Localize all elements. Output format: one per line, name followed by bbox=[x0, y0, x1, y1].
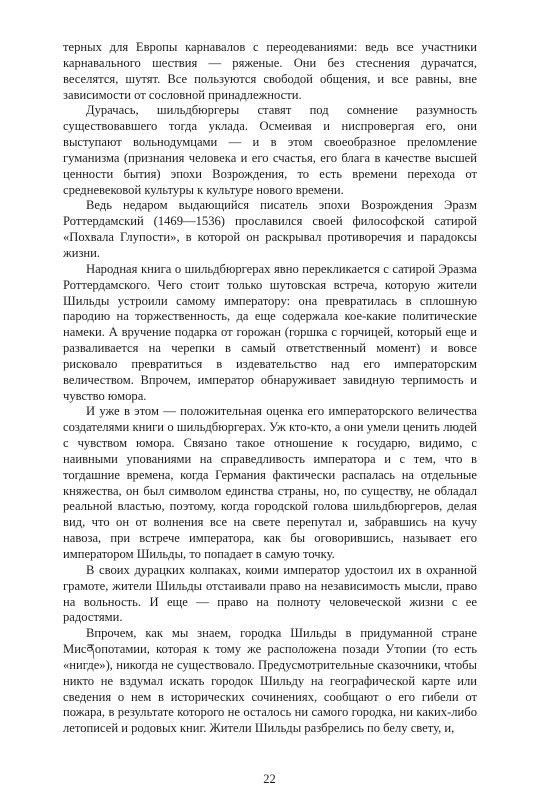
page-number: 22 bbox=[263, 772, 276, 786]
paragraph-6: В своих дурацких колпаках, коими император удостоил их в охранной грамоте, жители Шильды отстаивали право на независимость мысли, право на вольность. И еще — право на полноту человеческой жизни с ее радостями. bbox=[63, 562, 477, 625]
page-body bbox=[63, 40, 477, 737]
paragraph-1: терных для Европы карнавалов с переодеваниями: ведь все участники карнавального шествия — ряженые. Они без стеснения дурачатся, веселятся, шутят. Все пользуются свободой общения, и все равны, вне зависимости от сословной принадлежности. bbox=[63, 40, 477, 102]
paragraph-3: Ведь недаром выдающийся писатель эпохи Возрождения Эразм Роттердамский (1469—1536) прославился своей философской сатирой «Похвала Глупости», в которой он раскрывал противоречия и парадоксы жизни. bbox=[63, 198, 477, 260]
paragraph-7: Впрочем, как мы знаем, городка Шильды в придуманной стране Мисནопотамии, которая к тому же расположена позади Утопии (то есть «нигде»), никогда не существовало. Предусмотрительные сказочники, чтобы никто не вздумал искать городок Шильду на географической карте или сведения о нем в исторических сочинениях, сообщают о его гибели от пожара, в результате которого не осталось ни самого городка, ни каких-либо летописей и родовых книг. Жители Шильды разбрелись по белу свету, и, bbox=[63, 626, 477, 736]
paragraph-4: Народная книга о шильдбюргерах явно перекликается с сатирой Эразма Роттердамского. Чего стоит только шутовская встреча, которую жители Шильды устроили самому императору: она превратилась в сплошную пародию на торжественность, да еще содержала кое-какие политические намеки. А вручение подарка от горожан (горшка с горчицей, который еще и разваливается на черепки в самый ответственный момент) и вовсе рисковало превратиться в издевательство над его императорским величеством. Впрочем, император обнаруживает завидную терпимость и чувство юмора. bbox=[63, 261, 477, 403]
paragraph-2: Дурачась, шильдбюргеры ставят под сомнение разумность существовавшего тогда уклада. Осмеивая и ниспровергая его, они выступают вольнодумцами — и в этом своеобразное преломление гуманизма (признания человека и его счастья, его блага в качестве высшей ценности бытия) эпохи Возрождения, то есть времени перехода от средневековой культуры к культуре нового времени. bbox=[63, 103, 477, 197]
paragraph-5: И уже в этом — положительная оценка его императорского величества создателями книги о шильдбюргерах. Уж кто-кто, а они умели ценить людей с чувством юмора. Связано такое отношение к государю, видимо, с наивными упованиями на справедливость императора и с тем, что в тогдашние времена, когда Германия фактически распалась на отдельные княжества, он был символом единства страны, но, по существу, не обладал реальной властью, поэтому, когда городской голова шильдбюргеров, делая вид, что он от волнения все на свете перепутал и, забравшись на кучу навоза, при встрече императора, как бы оговорившись, называет его императором Шильды, то попадает в самую точку. bbox=[63, 404, 477, 561]
